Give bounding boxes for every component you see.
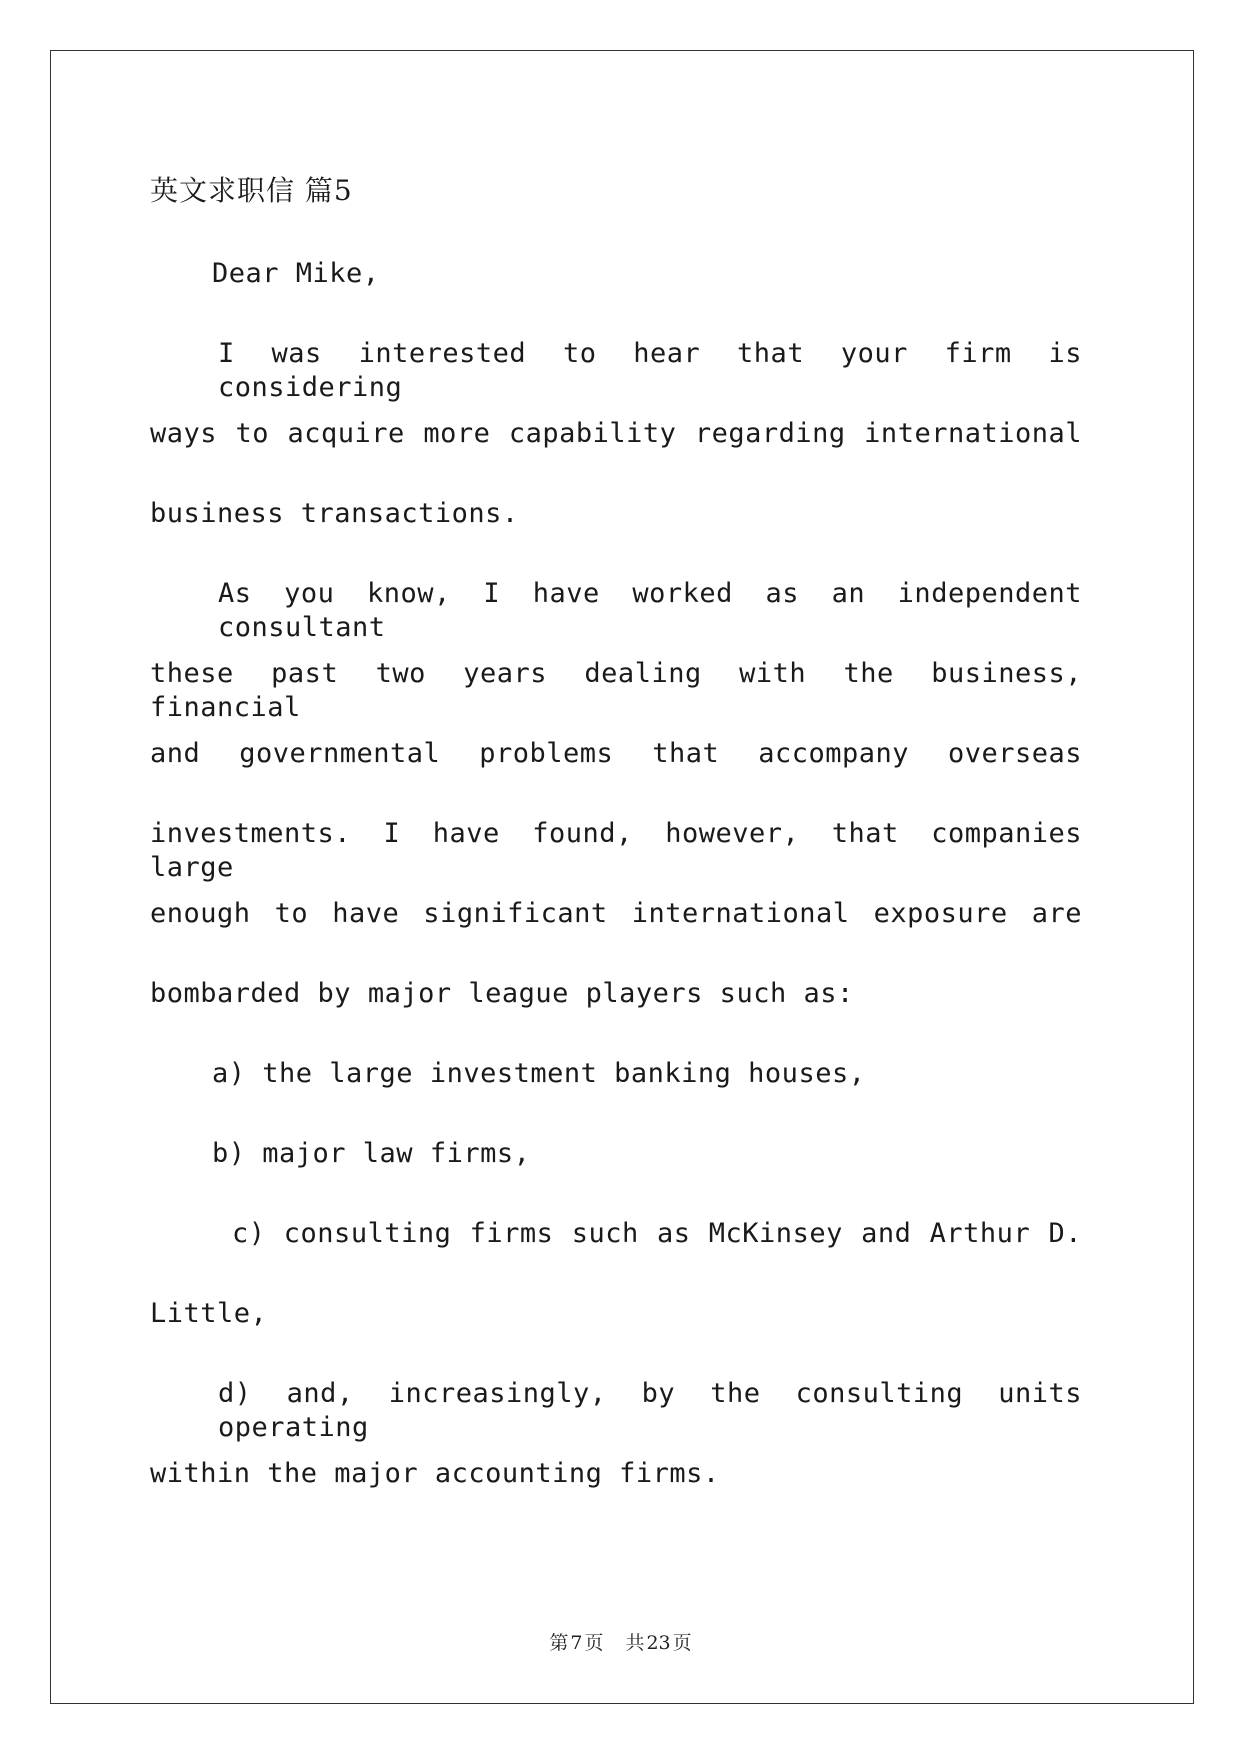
page-footer (0, 1628, 1241, 1655)
list-item-d-continued: within the major accounting firms. (150, 1458, 720, 1489)
total-label-prefix: 共 (625, 1632, 645, 1654)
paragraph-line: ways to acquire more capability regarding international (150, 418, 1082, 449)
paragraph-line: I was interested to hear that your firm is considering (218, 338, 1082, 403)
paragraph-line: enough to have significant international exposure are (150, 898, 1082, 929)
salutation: Dear Mike, (212, 258, 380, 289)
paragraph-line: these past two years dealing with the business, financial (150, 658, 1082, 723)
section-heading: 英文求职信 篇5 (150, 174, 353, 207)
paragraph-line: investments. I have found, however, that companies large (150, 818, 1082, 883)
paragraph-line: bombarded by major league players such as: (150, 978, 854, 1009)
list-item-a: a) the large investment banking houses, (212, 1058, 866, 1089)
list-item-c-continued: Little, (150, 1298, 268, 1329)
page-label-suffix: 页 (584, 1632, 604, 1654)
list-item-d: d) and, increasingly, by the consulting units operating (218, 1378, 1082, 1443)
list-item-c: c) consulting firms such as McKinsey and Arthur D. (232, 1218, 1082, 1249)
page-label-prefix: 第 (549, 1632, 569, 1654)
list-item-b: b) major law firms, (212, 1138, 531, 1169)
total-label-suffix: 页 (672, 1632, 692, 1654)
paragraph-line: business transactions. (150, 498, 519, 529)
paragraph-line: and governmental problems that accompany overseas (150, 738, 1082, 769)
total-pages: 23 (646, 1632, 671, 1654)
paragraph-line: As you know, I have worked as an independent consultant (218, 578, 1082, 643)
page-number: 7 (570, 1632, 583, 1654)
